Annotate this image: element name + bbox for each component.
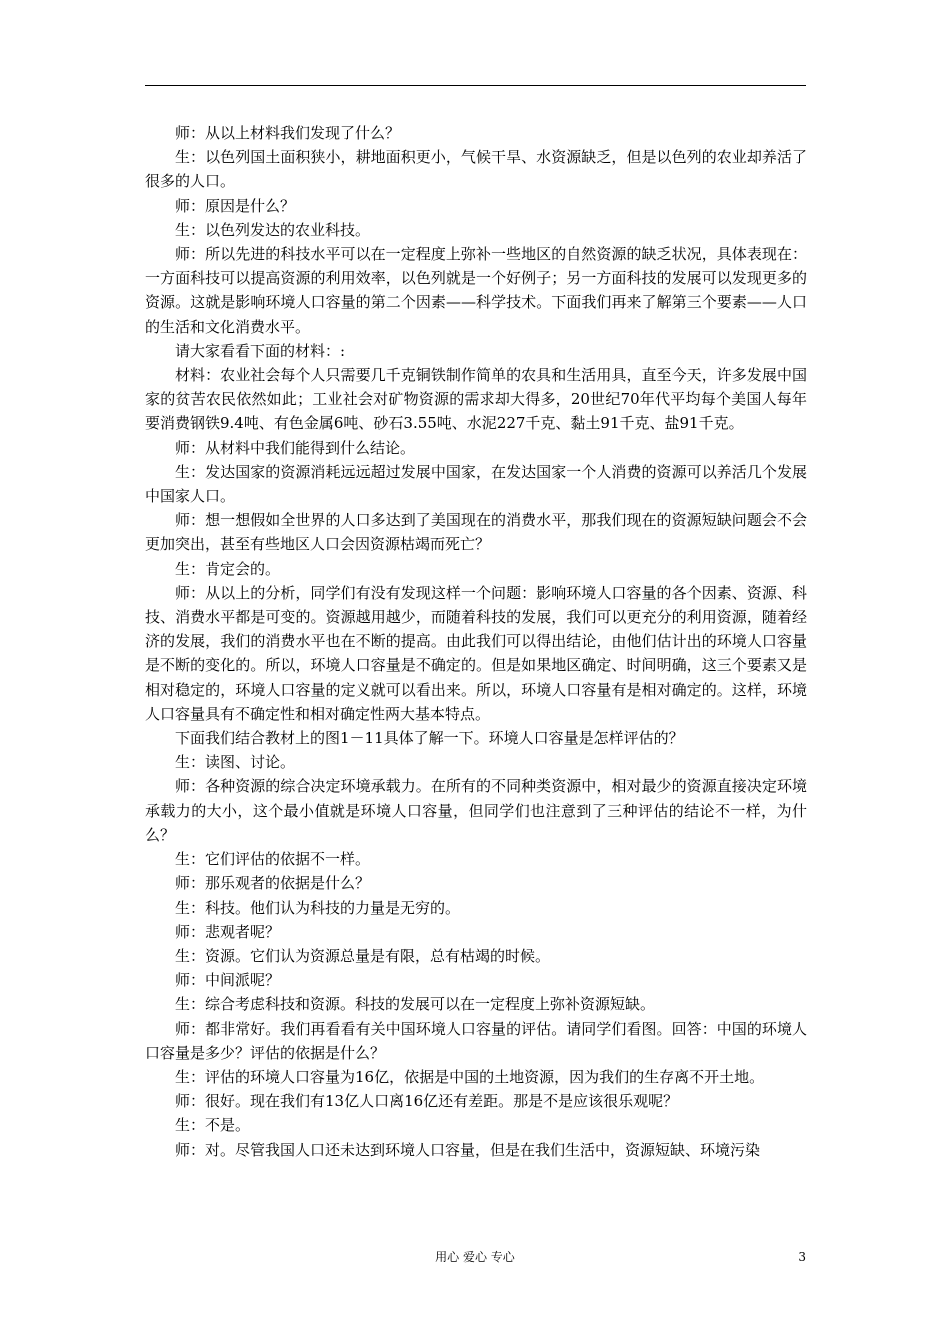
paragraph: 师：原因是什么？ [175,196,296,215]
paragraph: 生：肯定会的。 [175,559,281,578]
paragraph: 师：很好。现在我们有13亿人口离16亿还有差距。那是不是应该很乐观呢？ [175,1092,679,1111]
paragraph: 师：对。尽管我国人口还未达到环境人口容量，但是在我们生活中，资源短缺、环境污染 [175,1140,761,1159]
paragraph: 生：读图、讨论。 [175,753,296,772]
paragraph: 生：科技。他们认为科技的力量是无穷的。 [175,898,461,917]
paragraph: 生：发达国家的资源消耗远远超过发展中国家，在发达国家一个人消费的资源可以养活几个发展中国家人口。 [145,462,807,506]
paragraph: 下面我们结合教材上的图1－11具体了解一下。环境人口容量是怎样评估的？ [175,729,684,748]
paragraph: 生：以色列国土面积狭小，耕地面积更小，气候干旱、水资源缺乏，但是以色列的农业却养活了很多的人口。 [145,148,807,191]
paragraph: 生：不是。 [175,1116,251,1135]
paragraph: 生：它们评估的依据不一样。 [175,850,371,869]
page-number: 3 [798,1250,806,1264]
paragraph: 师：都非常好。我们再看看有关中国环境人口容量的评估。请同学们看图。回答：中国的环境人口容量是多少？评估的依据是什么？ [145,1019,807,1062]
paragraph: 材料：农业社会每个人只需要几千克铜铁制作简单的农具和生活用具，直至今天，许多发展中国家的贫苦农民依然如此；工业社会对矿物资源的需求却大得多，20世纪70年代平均每个美国人每年要消费钢铁9.4吨、有色金属6吨、砂石3.55吨、水泥227千克、黏土91千克、盐91千克。 [145,366,807,433]
paragraph: 师：从材料中我们能得到什么结论。 [175,438,416,457]
paragraph: 师：悲观者呢？ [175,922,281,941]
document-body [145,121,807,1162]
paragraph: 师：所以先进的科技水平可以在一定程度上弥补一些地区的自然资源的缺乏状况，具体表现在：一方面科技可以提高资源的利用效率，以色列就是一个好例子；另一方面科技的发展可以发现更多的资源。这就是影响环境人口容量的第二个因素——科学技术。下面我们再来了解第三个要素——人口的生活和文化消费水平。 [145,245,807,336]
paragraph: 请大家看看下面的材料：: [175,341,346,360]
paragraph: 师：那乐观者的依据是什么？ [175,874,371,893]
paragraph: 师：想一想假如全世界的人口多达到了美国现在的消费水平，那我们现在的资源短缺问题会不会更加突出，甚至有些地区人口会因资源枯竭而死亡？ [145,511,807,554]
footer-motto: 用心 爱心 专心 [435,1250,515,1264]
paragraph: 师：各种资源的综合决定环境承载力。在所有的不同种类资源中，相对最少的资源直接决定环境承载力的大小，这个最小值就是环境人口容量，但同学们也注意到了三种评估的结论不一样，为什么？ [145,777,807,844]
header-rule [145,85,806,86]
paragraph: 生：评估的环境人口容量为16亿，依据是中国的土地资源，因为我们的生存离不开土地。 [175,1067,765,1086]
paragraph: 生：综合考虑科技和资源。科技的发展可以在一定程度上弥补资源短缺。 [175,995,656,1014]
paragraph: 生：资源。它们认为资源总量是有限，总有枯竭的时候。 [175,946,551,965]
paragraph: 生：以色列发达的农业科技。 [175,220,371,239]
paragraph: 师：从以上材料我们发现了什么？ [175,124,401,142]
paragraph: 师：中间派呢？ [175,971,281,990]
paragraph: 师：从以上的分析，同学们有没有发现这样一个问题：影响环境人口容量的各个因素、资源、科技、消费水平都是可变的。资源越用越少，而随着科技的发展，我们可以更充分的利用资源，随着经济的发展，我们的消费水平也在不断的提高。由此我们可以得出结论，由他们估计出的环境人口容量是不断的变化的。所以，环境人口容量是不确定的。但是如果地区确定、时间明确，这三个要素又是相对稳定的，环境人口容量的定义就可以看出来。所以，环境人口容量有是相对确定的。这样，环境人口容量具有不确定性和相对确定性两大基本特点。 [145,583,807,723]
